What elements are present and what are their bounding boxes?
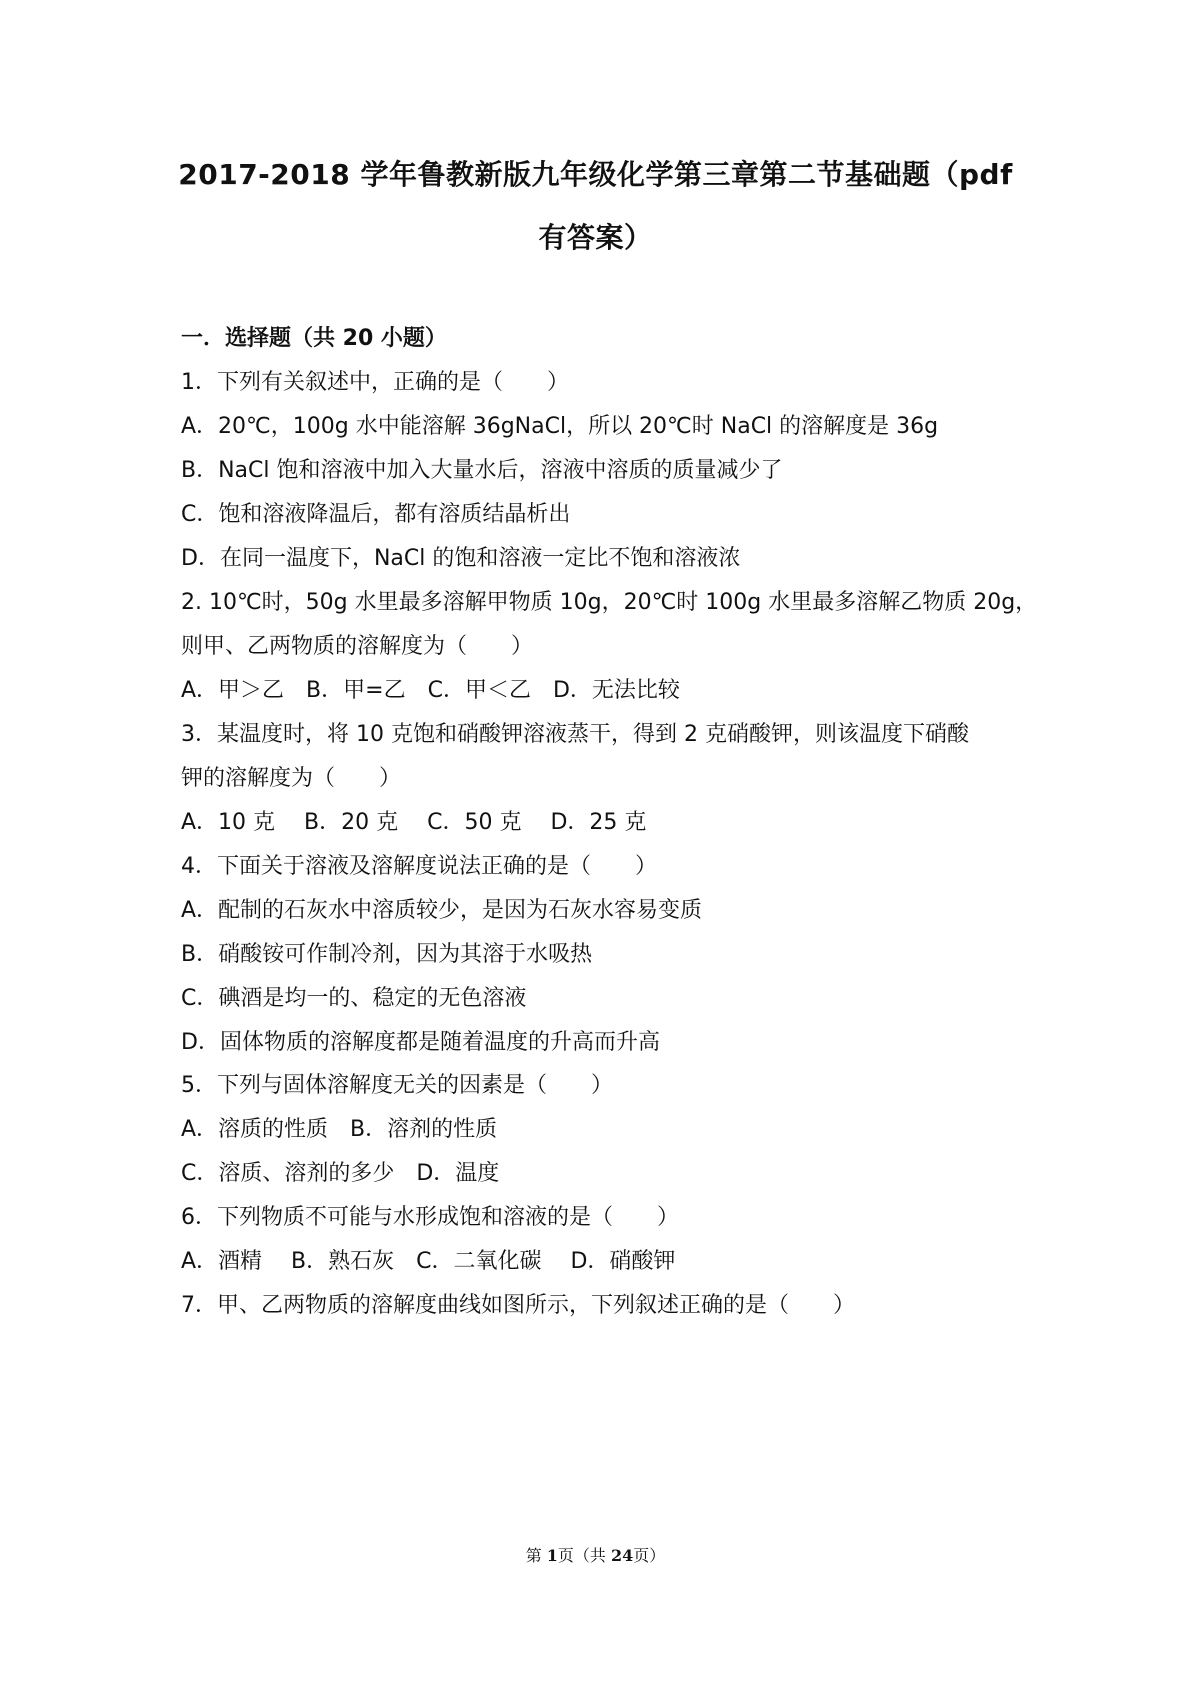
- title-line-2: 有答案）: [538, 221, 653, 254]
- question-3-stem-cont: 钾的溶解度为（ ）: [181, 766, 402, 791]
- question-3-stem: 3．某温度时，将 10 克饱和硝酸钾溶液蒸干，得到 2 克硝酸钾，则该温度下硝酸: [181, 722, 969, 747]
- question-4-option-c: C．碘酒是均一的、稳定的无色溶液: [181, 986, 527, 1011]
- question-6-options: A．酒精 B．熟石灰 C．二氧化碳 D．硝酸钾: [181, 1249, 676, 1274]
- title-line-1: 2017-2018 学年鲁教新版九年级化学第三章第二节基础题（pdf: [178, 158, 1013, 191]
- question-5-options-cd: C．溶质、溶剂的多少 D．温度: [181, 1161, 500, 1186]
- question-1-option-b: B．NaCl 饱和溶液中加入大量水后，溶液中溶质的质量减少了: [181, 458, 783, 483]
- question-6-stem: 6．下列物质不可能与水形成饱和溶液的是（ ）: [181, 1205, 679, 1230]
- question-4-option-d: D．固体物质的溶解度都是随着温度的升高而升高: [181, 1030, 660, 1055]
- question-2-stem-cont: 则甲、乙两物质的溶解度为（ ）: [181, 634, 534, 659]
- question-2-options: A．甲＞乙 B．甲=乙 C．甲＜乙 D．无法比较: [181, 678, 680, 703]
- question-7-stem: 7．甲、乙两物质的溶解度曲线如图所示，下列叙述正确的是（ ）: [181, 1293, 855, 1318]
- footer-page-number: 1: [546, 1546, 558, 1565]
- footer-prefix: 第: [525, 1546, 547, 1565]
- question-5-stem: 5．下列与固体溶解度无关的因素是（ ）: [181, 1073, 613, 1098]
- question-3-options: A．10 克 B．20 克 C．50 克 D．25 克: [181, 810, 647, 835]
- footer-total-pages: 24: [611, 1546, 634, 1565]
- question-2-stem: 2. 10℃时，50g 水里最多溶解甲物质 10g，20℃时 100g 水里最多溶解乙物质 20g，: [181, 590, 1038, 615]
- question-1-option-c: C．饱和溶液降温后，都有溶质结晶析出: [181, 502, 571, 527]
- section-heading: 一．选择题（共 20 小题）: [181, 326, 447, 351]
- question-1-stem: 1．下列有关叙述中，正确的是（ ）: [181, 370, 569, 395]
- footer-middle: 页（共: [557, 1546, 612, 1565]
- page-footer: [0, 1545, 1191, 1567]
- question-4-stem: 4．下面关于溶液及溶解度说法正确的是（ ）: [181, 854, 657, 879]
- question-5-options-ab: A．溶质的性质 B．溶剂的性质: [181, 1117, 498, 1142]
- question-4-option-b: B．硝酸铵可作制冷剂，因为其溶于水吸热: [181, 942, 593, 967]
- question-1-option-d: D．在同一温度下，NaCl 的饱和溶液一定比不饱和溶液浓: [181, 546, 741, 571]
- question-1-option-a: A．20℃，100g 水中能溶解 36gNaCl，所以 20℃时 NaCl 的溶解度是 36g: [181, 414, 939, 439]
- footer-suffix: 页）: [633, 1546, 666, 1565]
- question-4-option-a: A．配制的石灰水中溶质较少，是因为石灰水容易变质: [181, 898, 703, 923]
